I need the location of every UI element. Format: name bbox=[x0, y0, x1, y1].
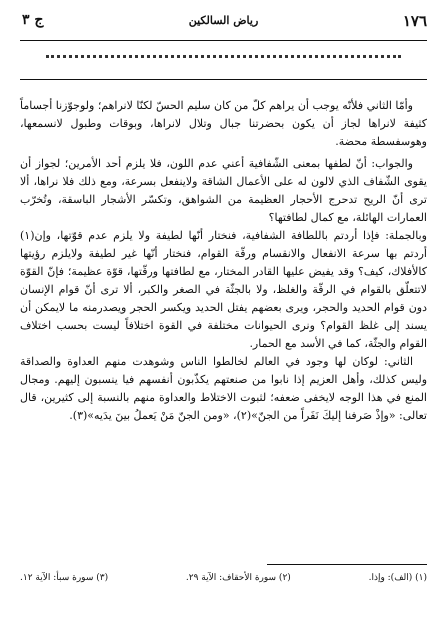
footnote-2: (٢) سورة الأحقاف: الآية ٢٩. bbox=[185, 573, 291, 583]
running-header bbox=[0, 0, 447, 44]
footnote-3: (٣) سورة سبأ: الآية ١٢. bbox=[20, 573, 109, 583]
main-text bbox=[20, 97, 427, 425]
footnote-1: (١) (الف): وإذا. bbox=[368, 573, 427, 583]
paragraph-2: والجواب: أنّ لطفها بمعنى الشّفافية أعني عدم اللون، فلا يلزم أحد الأمرين؛ لجواز أن يقوى الشّفاف الذي لالون له على الأعمال الشاقة ولاينفعل بسرعة، ومع ذلك فلا نراها، ألا ترى أنّ الريح تدحرج الأحجار العظيمة من الشواهق، وتكسّر الأشجار الباسقة، وتُخرّب العمارات الهائلة، مع كمال لطافتها؟ bbox=[20, 157, 427, 224]
running-title: رياض السالكين bbox=[188, 14, 259, 27]
section-rule bbox=[20, 79, 427, 80]
footnote-rule bbox=[267, 564, 427, 565]
paragraph-3: وبالجملة: فإذا أردتم باللطافة الشفافية، فنختار أنّها لطيفة ولا يلزم عدم قوّتها، وإن(١) أردتم بها سرعة الانفعال والانقسام ورقّة القوام، فنختار أنّها غير لطيفة ولايلزم رؤيتها كالأفلاك، كيف؟ وقد يفيض عليها القادر المختار، مع لطافتها ورقّتها، قوّة عظيمة؛ فإنّ القوّة لاتتعلّق بالقوام في الرقّة والغلظ، ولا بالجثّة في الصغر والكبر، ألا ترى أنّ قوام الإنسان دون قوام الحديد والحجر، ويرى بعضهم يفتل الحديد ويكسر الحجر ويصدرمنه ما لايمكن أن يسند إلى غلظ القوام؟ ونرى الحيوانات مختلفة في القوة اختلافاً ليست بحسب اختلاف القوام والجثّة، كما في الأسد مع الحمار. bbox=[20, 229, 427, 350]
dotted-separator bbox=[46, 55, 401, 58]
header-rule bbox=[20, 40, 427, 41]
footnotes bbox=[20, 573, 427, 583]
volume-label: ج ٣ bbox=[22, 12, 44, 28]
page-number: ١٧٦ bbox=[402, 12, 427, 30]
paragraph-1: وأمّا الثاني فلأنّه يوجب أن يراهم كلّ من كان سليم الحسّ لكنّا لانراهم؛ ولوجوّزنا أجساماً كثيفة لانراها لجاز أن يكون بحضرتنا جبال وتلال لانراها، وبوقات وطبول لانسمعها، وهوسفسطة محضة. bbox=[20, 99, 427, 148]
paragraph-4: الثاني: لوكان لها وجود في العالم لخالطوا الناس وشوهدت منهم العداوة والصداقة وليس كذلك، وأهل العزيم إذا نابوا من صنعتهم يكذّبون أنفسهم فيا ينسبون إليهم. ومجال المنع في هذا الوجه لايخفى ضعفه؛ لثبوت الاختلاط والعداوة منهم بالنسبة إلى كثيرين، قال تعالى: «وإذْ صَرفنا إليكَ نَفَراً من الجنّ»(٢)، «ومن الجنّ مَنْ يَعملُ بينَ يدَيه»(٣). bbox=[20, 355, 427, 422]
